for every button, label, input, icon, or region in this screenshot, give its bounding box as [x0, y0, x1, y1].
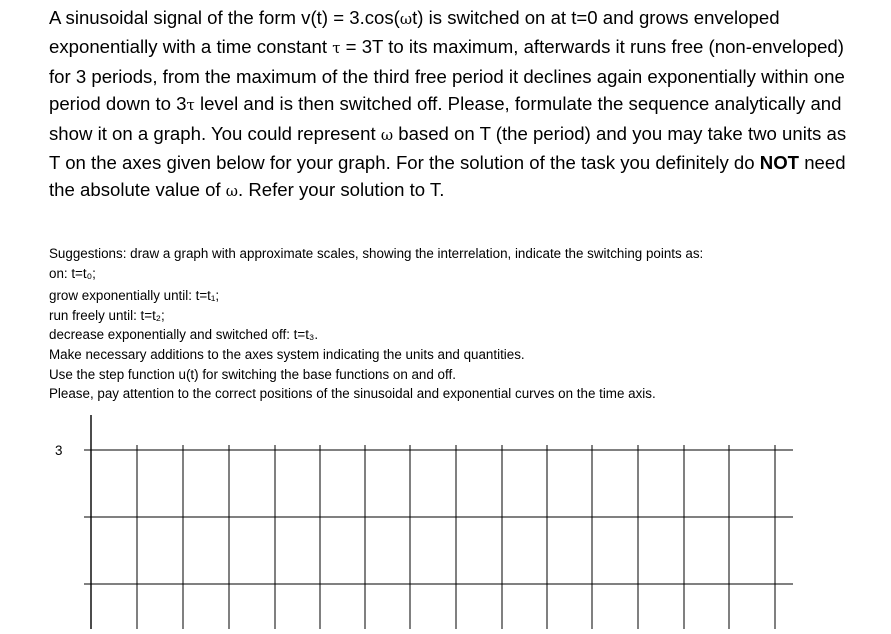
task-text-7: . Refer your solution to T.	[238, 179, 445, 201]
y-tick-label: 3	[55, 443, 63, 458]
task-text-4: level and is then switched off. Please, formulate the sequence analytically and show it on a graph. You could represent	[49, 93, 842, 144]
suggestions-line: run freely until: t=t₂;	[49, 307, 165, 323]
task-text-5: based on T (the period) and you may take two units as T on the axes given below for your graph. For the solution of the task you definitely do	[49, 122, 847, 174]
omega-symbol: ω	[380, 125, 394, 144]
task-text-6: need the absolute value of	[49, 152, 846, 201]
omega-symbol: ω	[225, 182, 239, 201]
suggestions-line: Suggestions: draw a graph with approximate scales, showing the interrelation, indicate the switching points as:	[49, 246, 704, 261]
suggestions-line: decrease exponentially and switched off: t=t₃.	[49, 327, 319, 343]
emphasis-not: NOT	[759, 152, 800, 174]
omega-symbol: ω	[399, 10, 413, 28]
task-text-2: t) is switched on at t=0 and grows enveloped exponentially with a time constant	[49, 7, 780, 58]
suggestions-line: Use the step function u(t) for switching the base functions on and off.	[49, 366, 456, 382]
tau-symbol: τ	[186, 96, 195, 115]
task-text-1: A sinusoidal signal of the form v(t) = 3.cos(	[49, 7, 400, 28]
suggestions-line: Please, pay attention to the correct positions of the sinusoidal and exponential curves on the time axis.	[49, 386, 656, 402]
suggestions-line: Make necessary additions to the axes system indicating the units and quantities.	[49, 346, 525, 362]
suggestions-line: grow exponentially until: t=t₁;	[49, 288, 220, 304]
tau-symbol: τ	[332, 39, 341, 58]
grid-lines	[84, 415, 793, 629]
suggestions-line: on: t=t₀;	[49, 265, 96, 281]
task-text-3: = 3T to its maximum, afterwards it runs free (non-enveloped) for 3 periods, from the maximum of the third free period it declines again exponentially within one period down to 3	[49, 36, 845, 115]
